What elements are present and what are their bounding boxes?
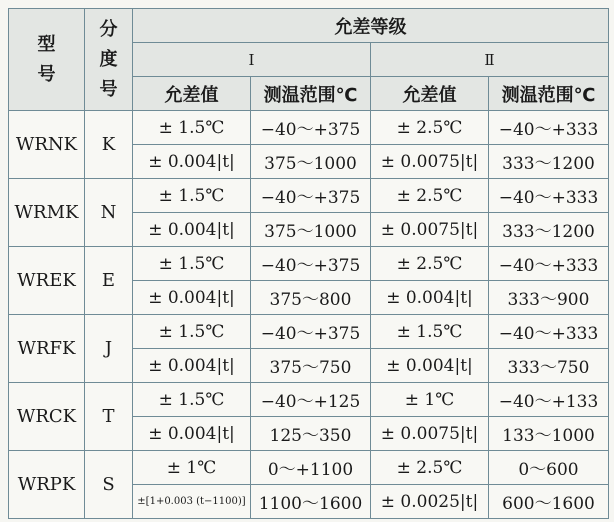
range-cell: 375～1000 bbox=[251, 145, 371, 179]
range-cell: 0～+1100 bbox=[251, 451, 371, 485]
tolerance-cell: ± 1.5℃ bbox=[133, 383, 251, 417]
range-cell: −40～+375 bbox=[251, 247, 371, 281]
tolerance-cell: ± 0.0025|t| bbox=[371, 485, 489, 519]
header-grade-i: I bbox=[133, 43, 371, 77]
range-cell: −40～+133 bbox=[489, 383, 609, 417]
range-cell: 333～750 bbox=[489, 349, 609, 383]
range-cell: −40～+375 bbox=[251, 111, 371, 145]
header-grade-title: 允差等级 bbox=[133, 9, 609, 43]
tolerance-cell: ± 2.5℃ bbox=[371, 451, 489, 485]
model-cell: WRMK bbox=[9, 179, 85, 247]
table-row bbox=[9, 383, 609, 417]
tolerance-cell: ± 0.0075|t| bbox=[371, 417, 489, 451]
range-cell: 0～600 bbox=[489, 451, 609, 485]
range-cell: 133～1000 bbox=[489, 417, 609, 451]
header-range-2: 测温范围℃ bbox=[489, 77, 609, 111]
header-range-1: 测温范围℃ bbox=[251, 77, 371, 111]
tolerance-cell: ± 2.5℃ bbox=[371, 179, 489, 213]
range-cell: −40～+375 bbox=[251, 179, 371, 213]
table-row bbox=[9, 179, 609, 213]
header-model bbox=[9, 9, 85, 111]
tolerance-cell: ± 1.5℃ bbox=[133, 315, 251, 349]
tolerance-cell: ± 0.004|t| bbox=[133, 349, 251, 383]
range-cell: 375～1000 bbox=[251, 213, 371, 247]
table-row bbox=[9, 451, 609, 485]
index-cell: S bbox=[85, 451, 133, 519]
index-cell: N bbox=[85, 179, 133, 247]
range-cell: −40～+333 bbox=[489, 315, 609, 349]
header-grade-ii: Ⅱ bbox=[371, 43, 609, 77]
range-cell: −40～+333 bbox=[489, 179, 609, 213]
model-cell: WREK bbox=[9, 247, 85, 315]
range-cell: 600～1600 bbox=[489, 485, 609, 519]
header-index bbox=[85, 9, 133, 111]
range-cell: 1100～1600 bbox=[251, 485, 371, 519]
table-row bbox=[9, 111, 609, 145]
tolerance-cell: ± 1℃ bbox=[133, 451, 251, 485]
tolerance-cell: ± 2.5℃ bbox=[371, 111, 489, 145]
index-cell: J bbox=[85, 315, 133, 383]
tolerance-cell: ± 0.0075|t| bbox=[371, 213, 489, 247]
tolerance-cell: ± 0.004|t| bbox=[133, 417, 251, 451]
range-cell: −40～+125 bbox=[251, 383, 371, 417]
tolerance-cell: ± 1℃ bbox=[371, 383, 489, 417]
range-cell: 333～900 bbox=[489, 281, 609, 315]
model-cell: WRPK bbox=[9, 451, 85, 519]
range-cell: 375～800 bbox=[251, 281, 371, 315]
tolerance-cell: ± 1.5℃ bbox=[133, 179, 251, 213]
header-tolerance-2: 允差值 bbox=[371, 77, 489, 111]
tolerance-cell: ± 1.5℃ bbox=[371, 315, 489, 349]
range-cell: 125～350 bbox=[251, 417, 371, 451]
range-cell: −40～+333 bbox=[489, 111, 609, 145]
tolerance-cell: ± 0.004|t| bbox=[133, 281, 251, 315]
range-cell: 333～1200 bbox=[489, 213, 609, 247]
index-cell: K bbox=[85, 111, 133, 179]
model-cell: WRNK bbox=[9, 111, 85, 179]
tolerance-table bbox=[8, 8, 609, 519]
table-row bbox=[9, 315, 609, 349]
header-model-char2: 号 bbox=[37, 63, 56, 85]
tolerance-cell: ±[1+0.003 (t−1100)] bbox=[133, 485, 251, 519]
tolerance-cell: ± 0.004|t| bbox=[371, 349, 489, 383]
range-cell: −40～+375 bbox=[251, 315, 371, 349]
index-cell: T bbox=[85, 383, 133, 451]
model-cell: WRCK bbox=[9, 383, 85, 451]
model-cell: WRFK bbox=[9, 315, 85, 383]
range-cell: −40～+333 bbox=[489, 247, 609, 281]
tolerance-cell: ± 1.5℃ bbox=[133, 247, 251, 281]
index-cell: E bbox=[85, 247, 133, 315]
header-tolerance-1: 允差值 bbox=[133, 77, 251, 111]
header-index-char2: 度 bbox=[99, 48, 118, 70]
header-index-char3: 号 bbox=[99, 78, 118, 100]
tolerance-cell: ± 0.004|t| bbox=[133, 145, 251, 179]
tolerance-cell: ± 0.0075|t| bbox=[371, 145, 489, 179]
table-row bbox=[9, 247, 609, 281]
tolerance-cell: ± 0.004|t| bbox=[133, 213, 251, 247]
header-model-char1: 型 bbox=[37, 33, 56, 55]
tolerance-cell: ± 2.5℃ bbox=[371, 247, 489, 281]
header-index-char1: 分 bbox=[99, 18, 118, 40]
range-cell: 333～1200 bbox=[489, 145, 609, 179]
tolerance-cell: ± 0.004|t| bbox=[371, 281, 489, 315]
range-cell: 375～750 bbox=[251, 349, 371, 383]
tolerance-cell: ± 1.5℃ bbox=[133, 111, 251, 145]
